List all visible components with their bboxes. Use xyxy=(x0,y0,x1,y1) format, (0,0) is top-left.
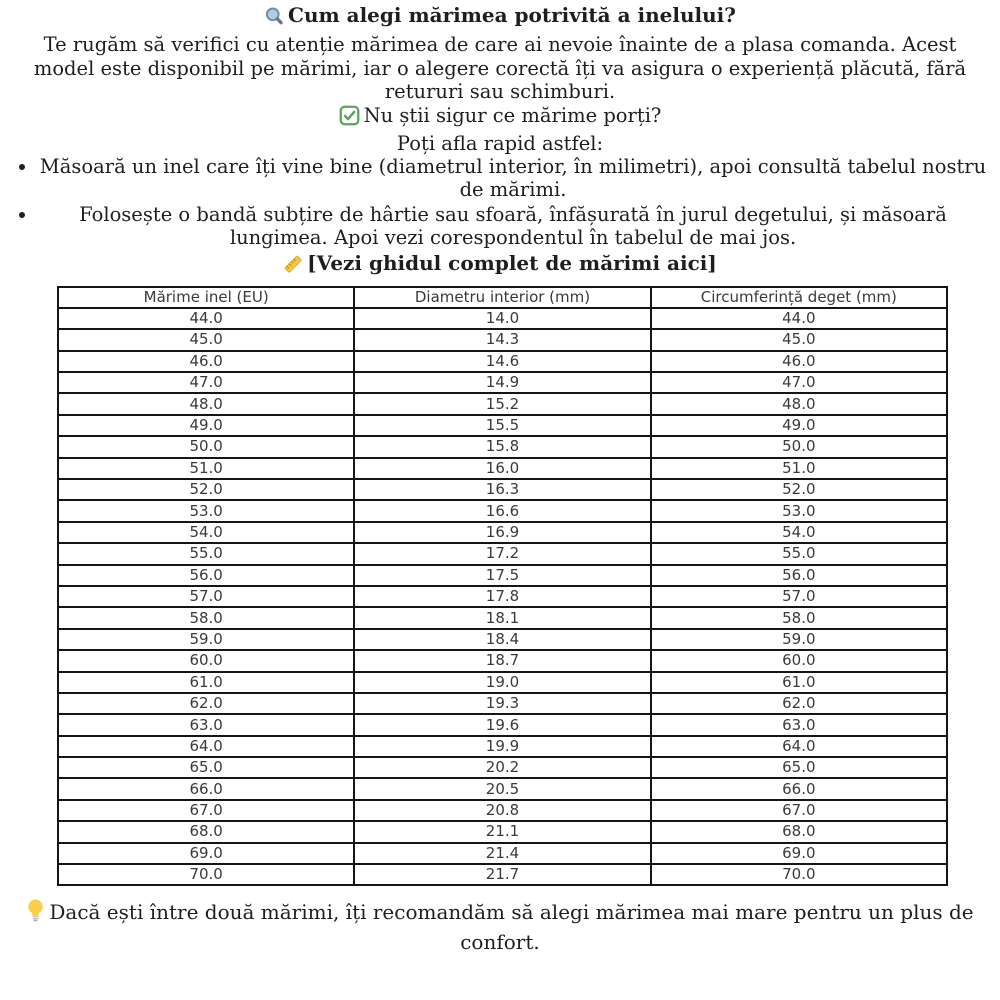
footer-tip-text: Dacă ești între două mărimi, îți recomandăm să alegi mărimea mai mare pentru un plus de confort. xyxy=(49,900,974,955)
table-cell: 17.8 xyxy=(354,586,650,607)
table-cell: 63.0 xyxy=(651,714,947,735)
table-cell: 44.0 xyxy=(58,308,354,329)
table-row xyxy=(58,629,947,650)
table-cell: 52.0 xyxy=(58,479,354,500)
lightbulb-icon xyxy=(26,898,45,929)
page-title-text: Cum alegi mărimea potrivită a inelului? xyxy=(288,3,736,27)
table-cell: 14.6 xyxy=(354,351,650,372)
header-finger-circumference: Circumferință deget (mm) xyxy=(651,287,947,308)
table-row xyxy=(58,458,947,479)
table-row xyxy=(58,500,947,521)
table-row xyxy=(58,778,947,799)
table-row xyxy=(58,415,947,436)
table-row xyxy=(58,351,947,372)
table-cell: 50.0 xyxy=(58,436,354,457)
table-cell: 18.1 xyxy=(354,607,650,628)
table-cell: 21.4 xyxy=(354,843,650,864)
table-cell: 65.0 xyxy=(651,757,947,778)
ring-size-table-head xyxy=(58,287,947,308)
table-cell: 46.0 xyxy=(58,351,354,372)
table-cell: 47.0 xyxy=(651,372,947,393)
table-cell: 58.0 xyxy=(58,607,354,628)
table-row xyxy=(58,372,947,393)
table-cell: 60.0 xyxy=(58,650,354,671)
table-cell: 63.0 xyxy=(58,714,354,735)
table-cell: 57.0 xyxy=(651,586,947,607)
table-cell: 15.2 xyxy=(354,393,650,414)
ring-size-table xyxy=(57,286,948,887)
table-cell: 64.0 xyxy=(651,736,947,757)
table-cell: 56.0 xyxy=(58,565,354,586)
table-cell: 46.0 xyxy=(651,351,947,372)
table-cell: 55.0 xyxy=(651,543,947,564)
table-cell: 61.0 xyxy=(58,672,354,693)
table-cell: 68.0 xyxy=(58,821,354,842)
table-cell: 53.0 xyxy=(58,500,354,521)
table-row xyxy=(58,607,947,628)
table-row xyxy=(58,650,947,671)
check-box-icon xyxy=(339,105,360,132)
table-cell: 61.0 xyxy=(651,672,947,693)
table-row xyxy=(58,736,947,757)
table-row xyxy=(58,757,947,778)
table-cell: 49.0 xyxy=(58,415,354,436)
table-cell: 70.0 xyxy=(651,864,947,885)
table-cell: 17.2 xyxy=(354,543,650,564)
table-cell: 67.0 xyxy=(651,800,947,821)
table-cell: 52.0 xyxy=(651,479,947,500)
table-cell: 64.0 xyxy=(58,736,354,757)
table-cell: 47.0 xyxy=(58,372,354,393)
table-cell: 60.0 xyxy=(651,650,947,671)
table-cell: 59.0 xyxy=(651,629,947,650)
table-cell: 54.0 xyxy=(651,522,947,543)
tip-measure-finger: • Folosește o bandă subțire de hârtie sau sfoară, înfășurată în jurul degetului, și măsoară lungimea. Apoi vezi corespondentul în tabelul de mai jos. xyxy=(38,203,988,250)
table-cell: 15.8 xyxy=(354,436,650,457)
table-cell: 65.0 xyxy=(58,757,354,778)
table-cell: 49.0 xyxy=(651,415,947,436)
intro-paragraph: Te rugăm să verifici cu atenție mărimea de care ai nevoie înainte de a plasa comanda. Acest model este disponibil pe mărimi, iar o alegere corectă îți va asigura o experiență plăcută, fără retururi sau schimburi. xyxy=(33,33,967,103)
footer-tip-line xyxy=(8,898,992,955)
table-cell: 21.1 xyxy=(354,821,650,842)
size-guide-link-line xyxy=(10,251,990,280)
measure-tips-list xyxy=(0,155,988,250)
table-row xyxy=(58,393,947,414)
table-cell: 20.2 xyxy=(354,757,650,778)
table-row xyxy=(58,864,947,885)
table-cell: 17.5 xyxy=(354,565,650,586)
table-cell: 66.0 xyxy=(58,778,354,799)
ruler-icon xyxy=(283,254,303,280)
table-cell: 62.0 xyxy=(651,693,947,714)
table-cell: 59.0 xyxy=(58,629,354,650)
table-cell: 20.8 xyxy=(354,800,650,821)
table-cell: 16.0 xyxy=(354,458,650,479)
table-cell: 56.0 xyxy=(651,565,947,586)
table-row xyxy=(58,436,947,457)
header-ring-size-eu: Mărime inel (EU) xyxy=(58,287,354,308)
table-cell: 70.0 xyxy=(58,864,354,885)
table-row xyxy=(58,329,947,350)
table-row xyxy=(58,565,947,586)
table-cell: 19.6 xyxy=(354,714,650,735)
table-row xyxy=(58,693,947,714)
table-row xyxy=(58,522,947,543)
table-cell: 54.0 xyxy=(58,522,354,543)
table-cell: 48.0 xyxy=(651,393,947,414)
table-cell: 69.0 xyxy=(58,843,354,864)
table-cell: 20.5 xyxy=(354,778,650,799)
table-row xyxy=(58,543,947,564)
ring-size-table-body xyxy=(58,308,947,886)
table-cell: 57.0 xyxy=(58,586,354,607)
table-cell: 51.0 xyxy=(58,458,354,479)
table-row xyxy=(58,479,947,500)
table-header-row xyxy=(58,287,947,308)
table-cell: 16.3 xyxy=(354,479,650,500)
table-cell: 16.9 xyxy=(354,522,650,543)
size-guide-link[interactable]: [Vezi ghidul complet de mărimi aici] xyxy=(307,250,717,275)
table-cell: 14.9 xyxy=(354,372,650,393)
table-cell: 69.0 xyxy=(651,843,947,864)
table-cell: 66.0 xyxy=(651,778,947,799)
table-cell: 19.3 xyxy=(354,693,650,714)
table-cell: 21.7 xyxy=(354,864,650,885)
table-cell: 62.0 xyxy=(58,693,354,714)
table-row xyxy=(58,821,947,842)
table-cell: 50.0 xyxy=(651,436,947,457)
size-question-text: Nu știi sigur ce mărime porți? xyxy=(363,103,662,127)
table-row xyxy=(58,843,947,864)
header-inner-diameter: Diametru interior (mm) xyxy=(354,287,650,308)
table-cell: 45.0 xyxy=(651,329,947,350)
table-cell: 14.0 xyxy=(354,308,650,329)
magnifier-icon xyxy=(264,6,284,32)
table-cell: 44.0 xyxy=(651,308,947,329)
table-row xyxy=(58,586,947,607)
table-cell: 18.4 xyxy=(354,629,650,650)
table-cell: 53.0 xyxy=(651,500,947,521)
table-cell: 51.0 xyxy=(651,458,947,479)
table-cell: 55.0 xyxy=(58,543,354,564)
table-cell: 19.0 xyxy=(354,672,650,693)
hint-line: Poți afla rapid astfel: xyxy=(396,131,604,155)
table-cell: 14.3 xyxy=(354,329,650,350)
table-cell: 15.5 xyxy=(354,415,650,436)
table-cell: 48.0 xyxy=(58,393,354,414)
table-cell: 19.9 xyxy=(354,736,650,757)
table-row xyxy=(58,714,947,735)
table-cell: 67.0 xyxy=(58,800,354,821)
table-cell: 18.7 xyxy=(354,650,650,671)
table-cell: 45.0 xyxy=(58,329,354,350)
tip-measure-ring: • Măsoară un inel care îți vine bine (diametrul interior, în milimetri), apoi consultă tabelul nostru de mărimi. xyxy=(38,155,988,202)
table-row xyxy=(58,800,947,821)
table-row xyxy=(58,308,947,329)
table-cell: 58.0 xyxy=(651,607,947,628)
table-cell: 16.6 xyxy=(354,500,650,521)
page-title xyxy=(10,3,990,32)
table-row xyxy=(58,672,947,693)
size-question-line xyxy=(10,104,990,132)
table-cell: 68.0 xyxy=(651,821,947,842)
